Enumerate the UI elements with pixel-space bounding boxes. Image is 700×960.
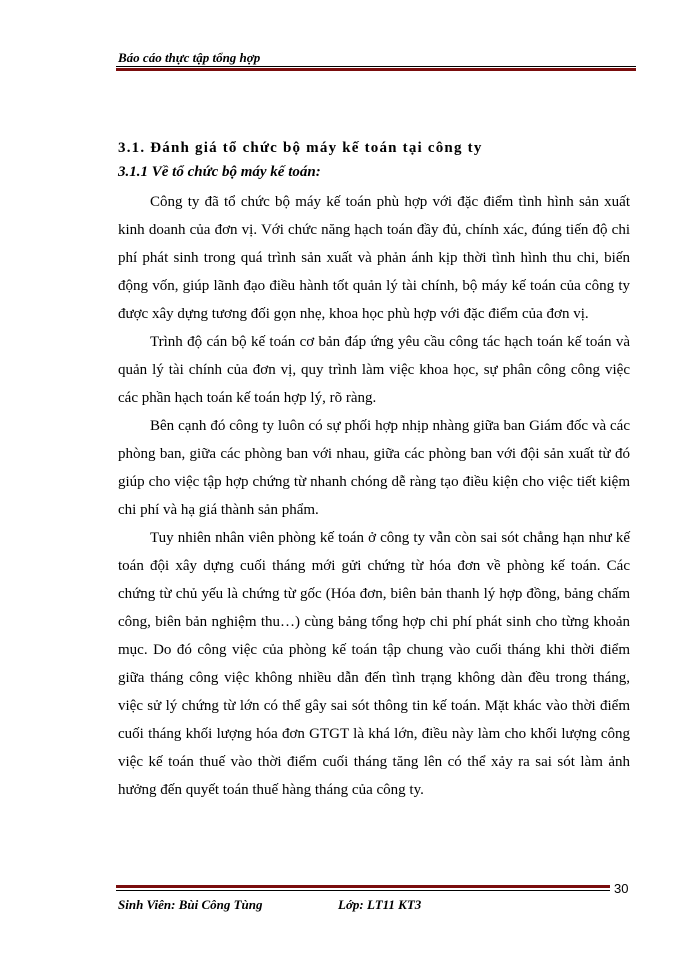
paragraph: Công ty đã tổ chức bộ máy kế toán phù hợp với đặc điểm tình hình sản xuất kinh doanh của đơn vị. Với chức năng hạch toán đầy đủ, chính xác, đúng tiến độ chi phí phát sinh trong quá trình sản xuất và phản ánh kịp thời tình hình thu chi, biến động vốn, giúp lãnh đạo điều hành tốt quản lý tài chính, bộ máy kế toán của công ty được xây dựng tương đối gọn nhẹ, khoa học phù hợp với đặc điểm của đơn vị.: [118, 194, 630, 322]
footer-rule-thick: [116, 885, 610, 888]
paragraph: Bên cạnh đó công ty luôn có sự phối hợp nhịp nhàng giữa ban Giám đốc và các phòng ban, giữa các phòng ban với nhau, giữa các phòng ban với đội sản xuất từ đó giúp cho việc tập hợp chứng từ nhanh chóng dễ ràng tạo điều kiện cho việc tiết kiệm chi phí và hạ giá thành sản phẩm.: [118, 418, 630, 518]
header-title: Báo cáo thực tập tổng hợp: [118, 50, 261, 65]
subsection-heading: 3.1.1 Về tổ chức bộ máy kế toán:: [118, 164, 321, 180]
section-heading: 3.1. Đánh giá tổ chức bộ máy kế toán tại công ty: [118, 140, 483, 156]
footer-rule-thin: [116, 890, 610, 891]
paragraph: Trình độ cán bộ kế toán cơ bản đáp ứng yêu cầu công tác hạch toán kế toán và quản lý tài chính của đơn vị, quy trình làm việc khoa học, sự phân công công việc các phần hạch toán kế toán hợp lý, rõ ràng.: [118, 334, 630, 406]
header-rule-thin: [116, 66, 636, 67]
header-rule-thick: [116, 68, 636, 71]
footer-student-name: Sinh Viên: Bùi Công Tùng: [118, 897, 263, 912]
page-number: 30: [614, 881, 629, 896]
footer-class-name: Lớp: LT11 KT3: [338, 897, 422, 912]
body-text: [118, 188, 630, 804]
paragraph: Tuy nhiên nhân viên phòng kế toán ở công ty vẫn còn sai sót chẳng hạn như kế toán đội xây dựng cuối tháng mới gửi chứng từ hóa đơn về phòng kế toán. Các chứng từ chủ yếu là chứng từ gốc (Hóa đơn, biên bản thanh lý hợp đồng, bảng chấm công, biên bản nghiệm thu…) cùng bảng tổng hợp chi phí phát sinh cho từng khoản mục. Do đó công việc của phòng kế toán tập chung vào cuối tháng khi thời điểm giữa tháng công việc không nhiều dẫn đến tình trạng không dàn đều trong tháng, việc sử lý chứng từ lớn có thể gây sai sót thông tin kế toán. Mặt khác vào thời điểm cuối tháng khối lượng hóa đơn GTGT là khá lớn, điều này làm cho khối lượng công việc kế toán thuế vào thời điểm cuối tháng tăng lên có thể xảy ra sai sót làm ảnh hưởng đến quyết toán thuế hàng tháng của công ty.: [118, 530, 630, 798]
